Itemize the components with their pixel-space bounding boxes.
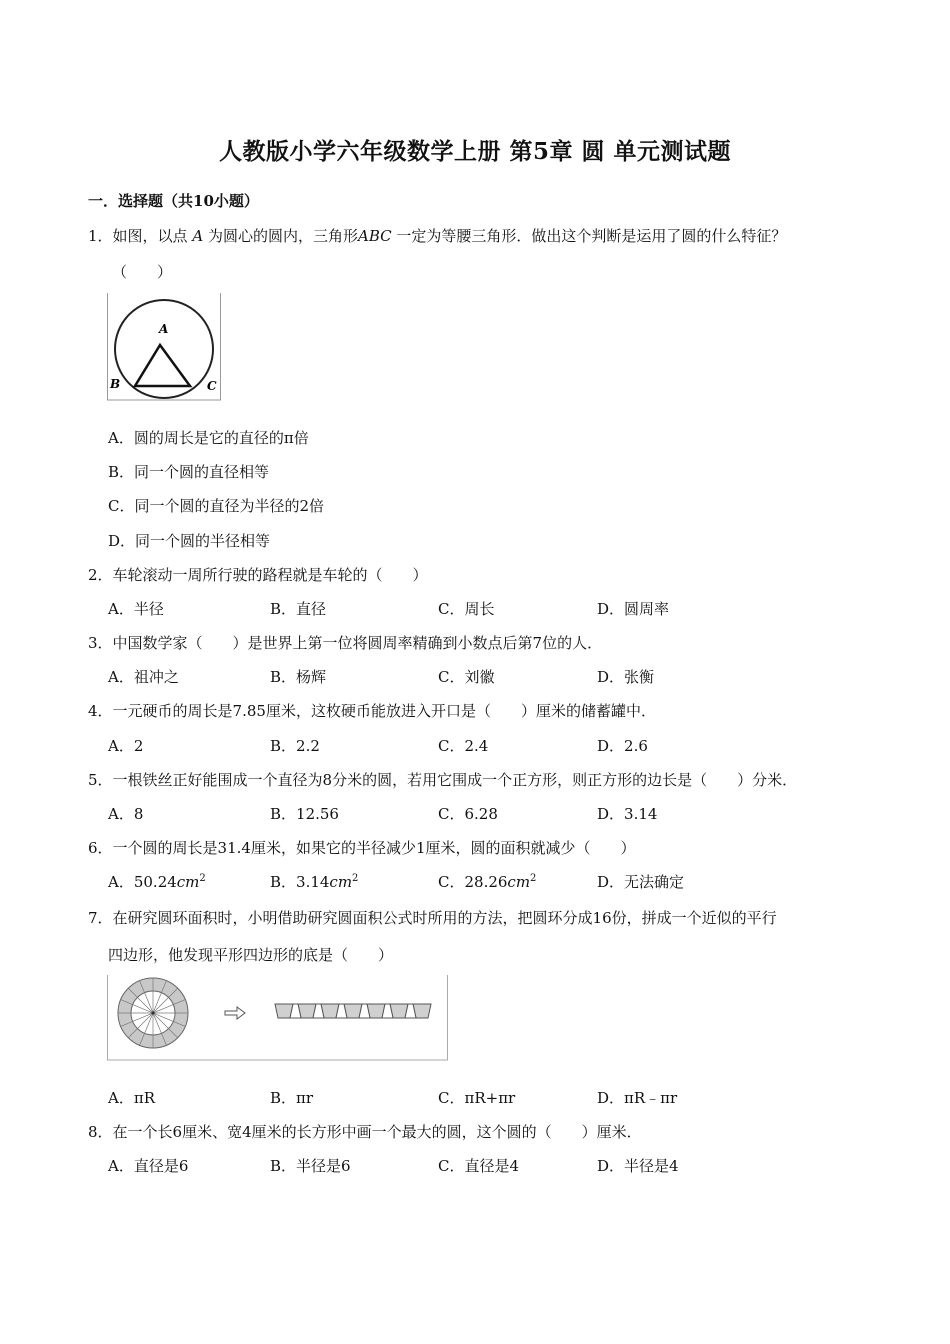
question-7 [88,908,777,928]
option-b[interactable]: B．πr [270,1089,314,1107]
option-a[interactable]: A．直径是6 [108,1157,189,1175]
option-c[interactable]: C．直径是4 [438,1157,520,1175]
option-d[interactable]: D．张衡 [597,668,655,686]
option-b[interactable]: B．半径是6 [270,1157,351,1175]
option-a[interactable]: A．2 [108,737,144,755]
option-b[interactable] [270,872,358,892]
question-text: 车轮滚动一周所行驶的路程就是车轮的（ ） [112,566,428,584]
question-text: 在研究圆环面积时，小明借助研究圆面积公式时所用的方法，把圆环分成16份，拼成一个近似的平行 [112,909,777,927]
option-c[interactable]: C．6.28 [438,805,498,823]
point-label-c: C [207,379,217,393]
option-b[interactable]: B．同一个圆的直径相等 [108,463,270,481]
option-d[interactable]: D．3.14 [597,805,658,823]
question-number: 7． [88,909,113,927]
unit: cm [176,873,200,891]
options-row [108,667,708,687]
option-b[interactable]: B．杨辉 [270,668,327,686]
options-row [108,1156,708,1176]
options-row [108,1088,708,1108]
question-number: 5． [88,771,113,789]
circle-triangle-figure [107,293,222,405]
question-1 [88,226,786,246]
question-number: 8． [88,1123,113,1141]
option-c[interactable]: C．刘徽 [438,668,495,686]
option-d[interactable]: D．半径是4 [597,1157,679,1175]
option-b[interactable]: B．直径 [270,600,327,618]
point-label-b: B [110,377,121,391]
option-c[interactable]: C．πR+πr [438,1089,516,1107]
question-text: 为圆心的圆内，三角形 [207,227,358,245]
question-number: 3． [88,634,113,652]
question-4 [88,701,656,721]
question-number: 4． [88,702,113,720]
question-6 [88,838,636,858]
option-c[interactable] [438,872,536,892]
option-value: B．3.14 [270,873,330,891]
option-a[interactable]: A．祖冲之 [108,668,179,686]
option-value: A．50.24 [108,873,177,891]
question-number: 1． [88,227,113,245]
question-5 [88,770,797,790]
variable-abc: ABC [357,227,392,245]
question-text: 在一个长6厘米、宽4厘米的长方形中画一个最大的圆，这个圆的（ ）厘米． [112,1123,642,1141]
option-d[interactable]: D．πR﹣πr [597,1089,678,1107]
question-text: 中国数学家（ ）是世界上第一位将圆周率精确到小数点后第7位的人． [112,634,603,652]
options-row [108,804,708,824]
option-a[interactable]: A．圆的周长是它的直径的π倍 [108,429,309,447]
option-c[interactable]: C．同一个圆的直径为半径的2倍 [108,497,325,515]
option-b[interactable]: B．12.56 [270,805,339,823]
option-a[interactable]: A．πR [108,1089,155,1107]
annulus-figure [107,975,449,1065]
option-c[interactable]: C．周长 [438,600,495,618]
unit-exponent: 2 [199,873,206,884]
unit: cm [507,873,531,891]
option-a[interactable]: A．半径 [108,600,164,618]
option-d[interactable]: D．2.6 [597,737,648,755]
answer-paren: （ ） [112,263,173,281]
option-a[interactable]: A．8 [108,805,144,823]
option-c[interactable]: C．2.4 [438,737,489,755]
question-text: 一元硬币的周长是7.85厘米，这枚硬币能放进入开口是（ ）厘米的储蓄罐中． [112,702,656,720]
question-2 [88,565,428,585]
question-text: 一个圆的周长是31.4厘米，如果它的半径减少1厘米，圆的面积就减少（ ） [112,839,636,857]
options-row [108,599,708,619]
section-title: 一．选择题（共10小题） [88,192,259,210]
variable-a: A [192,227,204,245]
question-3 [88,633,602,653]
question-text-continued: 四边形，他发现平形四边形的底是（ ） [108,946,394,964]
unit-exponent: 2 [530,873,537,884]
question-text: 一定为等腰三角形．做出这个判断是运用了圆的什么特征？ [396,227,787,245]
option-d[interactable]: D．同一个圆的半径相等 [108,532,271,550]
point-label-a: A [159,322,169,336]
option-d[interactable]: D．圆周率 [597,600,670,618]
question-8 [88,1122,642,1142]
page-title: 人教版小学六年级数学上册 第5章 圆 单元测试题 [218,138,732,165]
unit-exponent: 2 [352,873,359,884]
options-row [108,872,708,892]
option-d[interactable]: D．无法确定 [597,873,685,891]
unit: cm [329,873,353,891]
option-value: C．28.26 [438,873,508,891]
question-number: 2． [88,566,113,584]
options-row [108,736,708,756]
question-number: 6． [88,839,113,857]
option-b[interactable]: B．2.2 [270,737,320,755]
question-text: 一根铁丝正好能围成一个直径为8分米的圆，若用它围成一个正方形，则正方形的边长是（ ）分米． [112,771,798,789]
question-text: 如图，以点 [112,227,188,245]
option-a[interactable] [108,872,206,892]
